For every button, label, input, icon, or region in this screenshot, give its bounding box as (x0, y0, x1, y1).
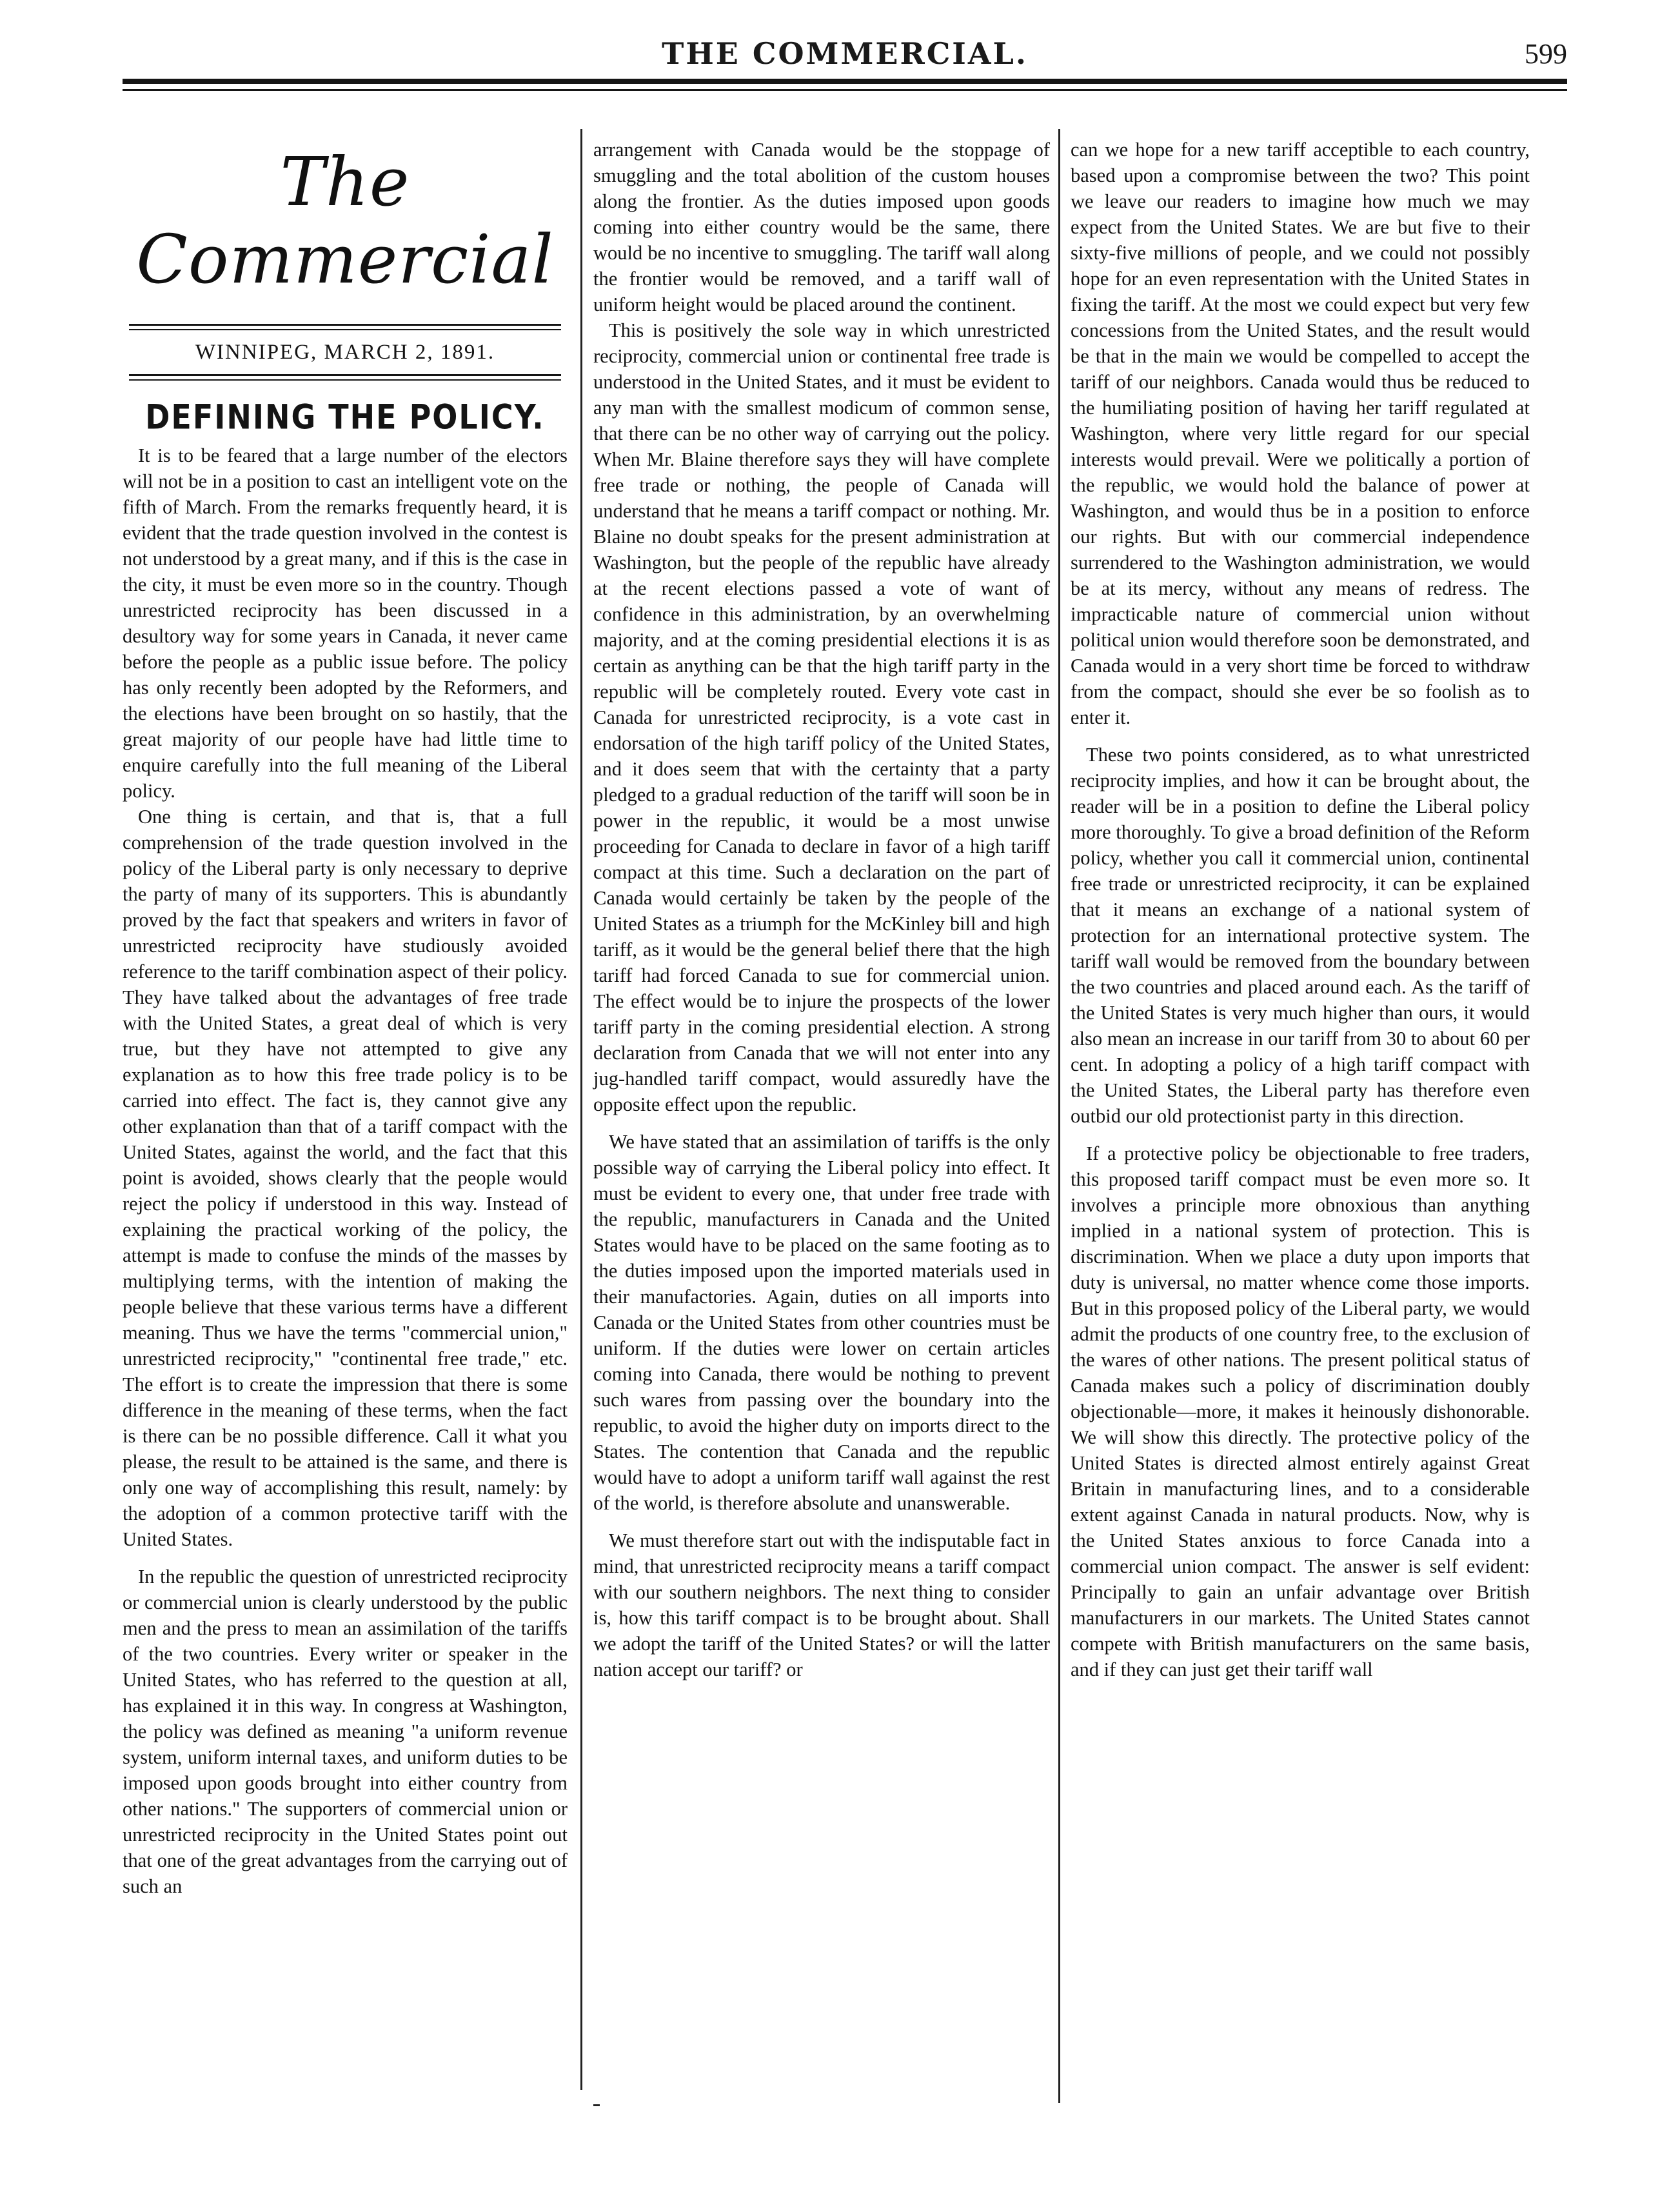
masthead-rule (129, 329, 561, 330)
column-divider (1058, 129, 1060, 2103)
article-paragraph: These two points considered, as to what unrestricted reciprocity implies, and how it can be brought about, the reader will be in a position to define the Liberal policy more thoroughly. To give a broad definition of the Reform policy, whether you call it commercial union, continental free trade or unrestricted reciprocity, it can be explained that it means an exchange of a national system of protection for an international protective system. The tariff wall would be removed from the boundary between the two countries and placed around each. As the tariff of the United States is very much higher than ours, it would also mean an increase in our tariff from 30 to about 60 per cent. In adopting a policy of a high tariff compact with the United States, the Liberal party has therefore even outbid our old protectionist party in this direction. (1071, 744, 1530, 1127)
dateline-rule (129, 374, 561, 376)
article-paragraph: can we hope for a new tariff acceptible to each country, based upon a compromise between the two? This point we leave our readers to imagine how much we may expect from the United States. We are but five to their sixty-five millions of people, and we could not possibly hope for an even representation with the United States in fixing the tariff. At the most we could expect but very few concessions from the United States, and the result would be that in the main we would be compelled to accept the tariff of our neighbors. Canada would thus be reduced to the humiliating position of having her tariff regulated at Washington, where very little regard for our special interests would prevail. Were we politically a portion of the republic, we would hold the balance of power at Washington, and would thus be in a position to enforce our rights. But with our commercial independence surrendered to the Washington administration, we would be at its mercy, without any means of redress. The impracticable nature of commercial union without political union would therefore soon be demonstrated, and Canada would in a very short time be forced to withdraw from the compact, should she ever be so foolish as to enter it. (1071, 139, 1530, 728)
article-paragraph: We must therefore start out with the indisputable fact in mind, that unrestricted reciprocity means a tariff compact with our southern neighbors. The next thing to consider is, how this tariff compact is to be brought about. Shall we adopt the tariff of the United States? or will the latter nation accept our tariff? or (593, 1529, 1050, 1680)
masthead-rule (129, 324, 561, 326)
column-divider (580, 129, 582, 2090)
column-1 (123, 137, 568, 1899)
article-paragraph: arrangement with Canada would be the stoppage of smuggling and the total abolition of the custom houses along the frontier. As the duties imposed upon goods coming into either country would be the same, there would be no incentive to smuggling. The tariff wall along the frontier would be removed, and a tariff wall of uniform height would be placed around the continent. (593, 139, 1050, 315)
column-2 (593, 137, 1050, 1682)
column-3 (1071, 137, 1530, 1682)
masthead-title: The Commercial (136, 143, 554, 299)
article-paragraph: We have stated that an assimilation of tariffs is the only possible way of carrying the Liberal policy into effect. It must be evident to every one, that under free trade with the republic, manufacturers in Canada and the United States would have to be placed on the same footing as to the duties imposed upon the imported materials used in their manufactories. Again, duties on all imports into Canada or the United States from other countries must be uniform. If the duties were lower on certain articles coming into Canada, there would be nothing to prevent such wares from passing over the boundary into the republic, to avoid the higher duty on imports direct to the States. The contention that Canada and the republic would have to adopt a uniform tariff wall against the rest of the world, is therefore absolute and unanswerable. (593, 1131, 1050, 1514)
article-paragraph: One thing is certain, and that is, that a full comprehension of the trade question involved in the policy of the Liberal party is only necessary to deprive the party of many of its supporters. This is abundantly proved by the fact that speakers and writers in favor of unrestricted reciprocity have studiously avoided reference to the tariff combination aspect of their policy. They have talked about the advantages of free trade with the United States, a great deal of which is very true, but they have not attempted to give any explanation as to how this free trade policy is to be carried into effect. The fact is, they cannot give any other explanation than that of a tariff compact with the United States, against the world, and the fact that this point is avoided, shows clearly that the people would reject the policy if understood in this way. Instead of explaining the practical working of the policy, the attempt is made to confuse the minds of the masses by multiplying terms, with the intention of making the people believe that these various terms have a different meaning. Thus we have the terms "commercial union," unrestricted reciprocity," "continental free trade," etc. The effort is to create the impression that there is some difference in the meaning of these terms, when the fact is there can be no possible difference. Call it what you please, the result to be attained is the same, and there is only one way of accomplishing this result, namely: by the adoption of a common protective tariff with the United States. (123, 806, 568, 1550)
running-head (123, 6, 1567, 123)
column-end-mark (593, 2104, 600, 2106)
article-paragraph: It is to be feared that a large number of the electors will not be in a position to cast an intelligent vote on the fifth of March. From the remarks frequently heard, it is evident that the trade question involved in the contest is not understood by a great many, and if this is the case in the city, it must be even more so in the country. Though unrestricted reciprocity has been discussed in a desultory way for some years in Canada, it never came before the people as a public issue before. The policy has only recently been adopted by the Reformers, and the elections have been brought on so hastily, that the great majority of our people have had little time to enquire carefully into the full meaning of the Liberal policy. (123, 444, 568, 802)
running-title: THE COMMERCIAL. (662, 36, 1028, 71)
page-number: 599 (1525, 38, 1567, 70)
dateline: WINNIPEG, MARCH 2, 1891. (195, 341, 495, 364)
header-rule-thin (123, 89, 1567, 91)
article-paragraph: In the republic the question of unrestricted reciprocity or commercial union is clearly understood by the public men and the press to mean an assimilation of the tariffs of the two countries. Every writer or speaker in the United States, who has referred to the question at all, has explained it in this way. In congress at Washington, the policy was defined as meaning "a uniform revenue system, uniform internal taxes, and uniform duties to be imposed upon goods brought into either country from other nations." The supporters of commercial union or unrestricted reciprocity in the United States point out that one of the great advantages from the carrying out of such an (123, 1566, 568, 1897)
header-rule-thick (123, 79, 1567, 84)
article-paragraph: This is positively the sole way in which unrestricted reciprocity, commercial union or continental free trade is understood in the United States, and it must be evident to any man with the smallest modicum of common sense, that there can be no other way of carrying out the policy. When Mr. Blaine therefore says they will have complete free trade or nothing, the people of Canada will understand that he means a tariff compact or nothing. Mr. Blaine no doubt speaks for the present administration at Washington, but the people of the republic have already at the recent elections passed a vote of want of confidence in this administration, by an overwhelming majority, and at the coming presidential elections it is as certain as anything can be that the high tariff party in the republic will be completely routed. Every vote cast in Canada for unrestricted reciprocity, is a vote cast in endorsation of the high tariff policy of the United States, and it does seem that with the certainty that a party pledged to a gradual reduction of the tariff will soon be in power in the republic, it would be a most unwise proceeding for Canada to declare in favor of a high tariff compact at this time. Such a declaration on the part of Canada would certainly be taken by the people of the United States as a triumph for the McKinley bill and high tariff, as it would be the general belief there that the high tariff had forced Canada to sue for commercial union. The effect would be to injure the prospects of the lower tariff party in the coming presidential election. A strong declaration from Canada that we will not enter into any jug-handled tariff compact, would assuredly have the opposite effect upon the republic. (593, 319, 1050, 1115)
article-heading: DEFINING THE POLICY. (145, 396, 545, 437)
article-paragraph: If a protective policy be objectionable to free traders, this proposed tariff compact must be even more so. It involves a principle more obnoxious than anything implied in a national system of protection. This is discrimination. When we place a duty upon imports that duty is universal, no matter whence come those imports. But in this proposed policy of the Liberal party, we would admit the products of one country free, to the exclusion of the wares of other nations. The present political status of Canada makes such a policy of discrimination doubly objectionable—more, it makes it heinously dishonorable. We will show this directly. The protective policy of the United States is directed almost entirely against Great Britain in manufacturing lines, and to a considerable extent against Canada in natural products. Now, why is the United States anxious to force Canada into a commercial union compact. The answer is self evident: Principally to gain an unfair advantage over British manufacturers in our markets. The United States cannot compete with British manufacturers on the same basis, and if they can just get their tariff wall (1071, 1142, 1530, 1680)
dateline-rule (129, 379, 561, 381)
